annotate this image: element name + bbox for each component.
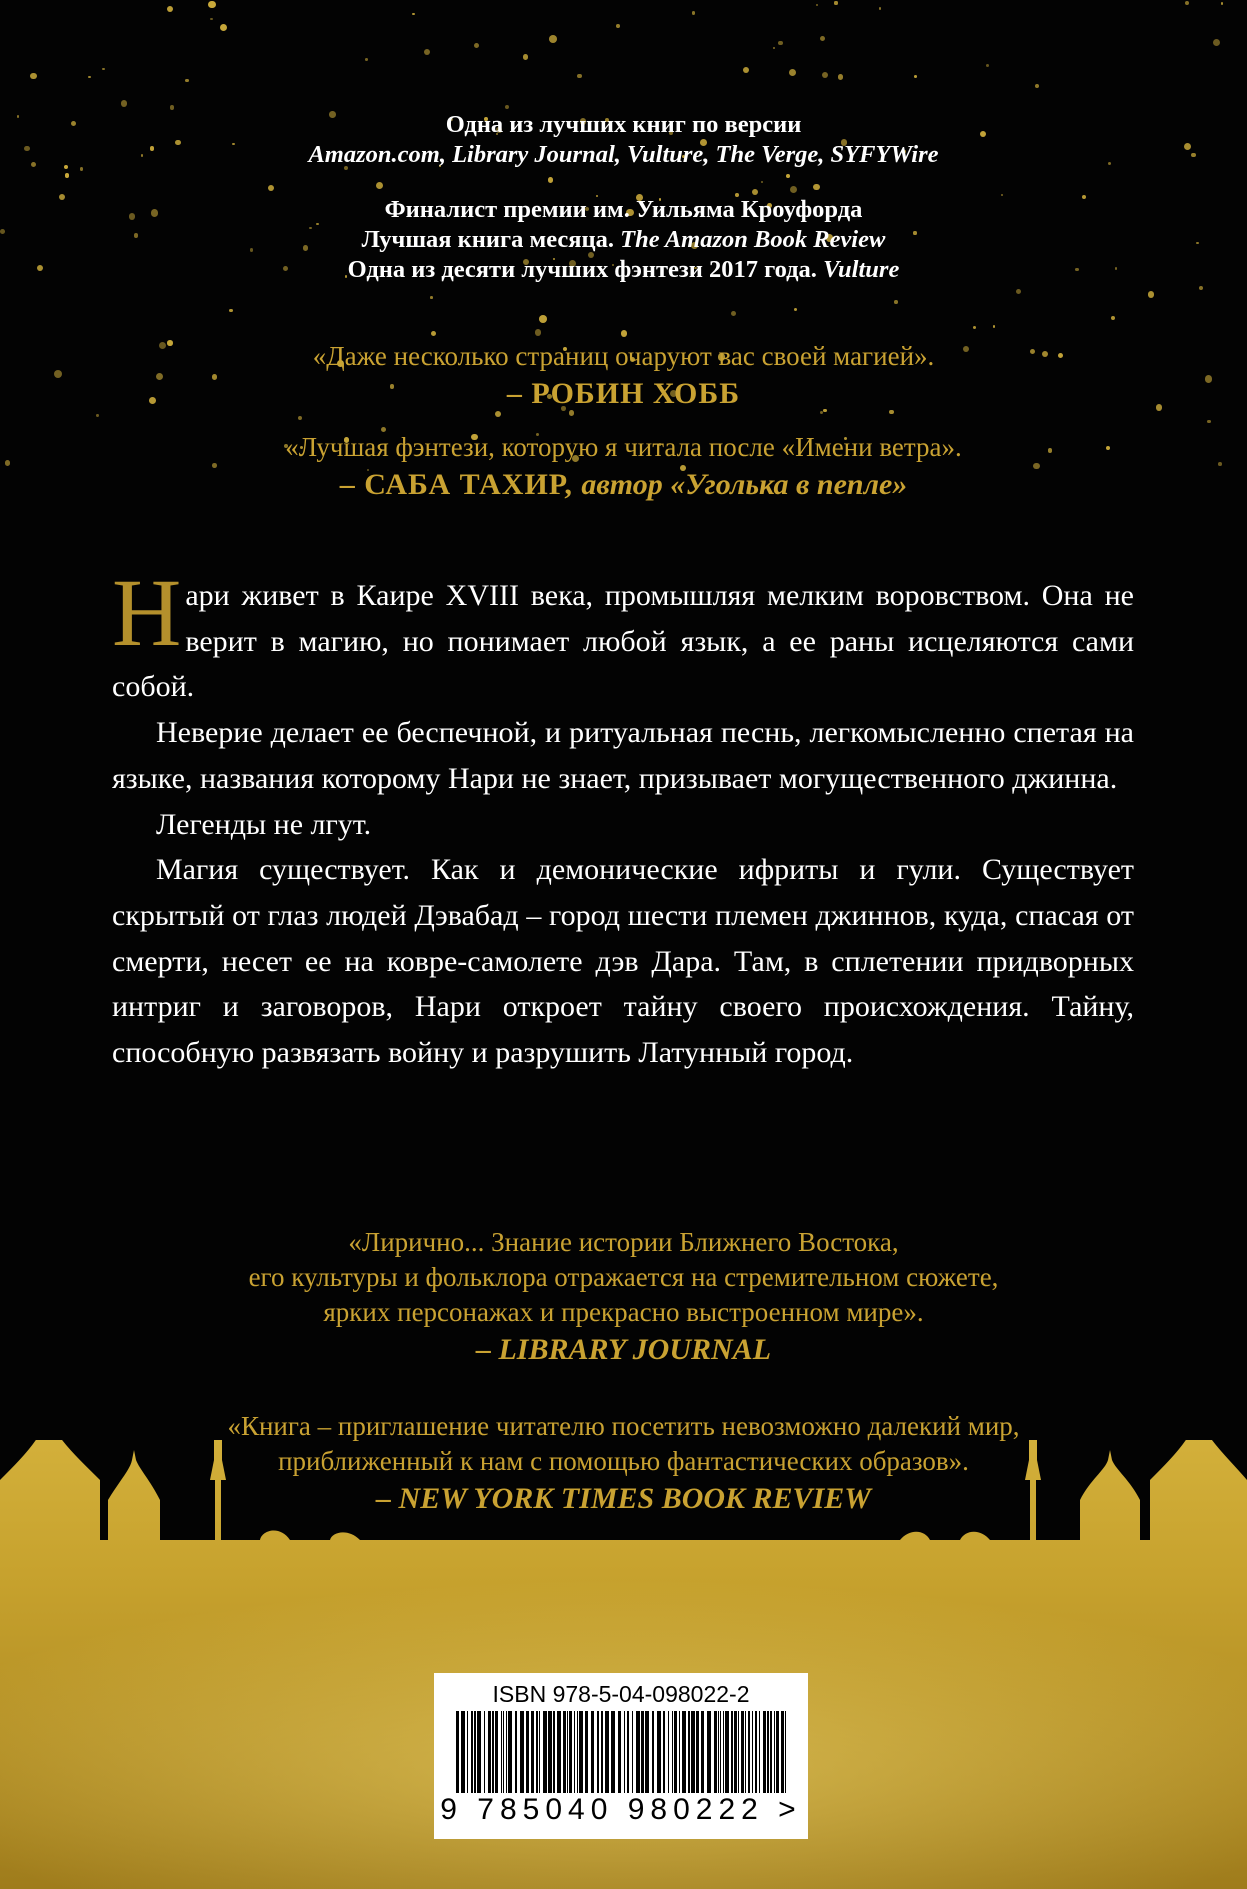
quote-line: ярких персонажах и прекрасно выстроенном мире».	[323, 1297, 924, 1327]
star-dot	[692, 11, 696, 15]
barcode-bar	[601, 1711, 603, 1793]
star-dot	[743, 67, 749, 73]
barcode-bar	[563, 1711, 566, 1793]
barcode-bar	[636, 1711, 640, 1793]
quote-author: – САБА ТАХИР, автор «Уголька в пепле»	[339, 468, 908, 501]
barcode-bar	[591, 1711, 594, 1793]
star-dot	[208, 1, 215, 8]
star-dot	[838, 74, 843, 79]
barcode-digits: 9 785040 980222 >	[440, 1793, 802, 1826]
star-dot	[731, 311, 736, 316]
barcode-bar	[618, 1711, 621, 1793]
barcode-bar	[597, 1711, 599, 1793]
star-dot	[778, 41, 782, 45]
barcode-bar	[688, 1711, 690, 1793]
barcode-bar	[456, 1711, 459, 1793]
barcode-bar	[501, 1711, 502, 1793]
star-dot	[102, 68, 105, 71]
barcode-bar	[605, 1711, 609, 1793]
star-dot	[412, 13, 414, 15]
star-dot	[1207, 420, 1210, 423]
awards-honors	[0, 195, 1247, 285]
quote-line: приближенный к нам с помощью фантастических образов».	[278, 1446, 969, 1476]
star-dot	[1221, 2, 1224, 5]
star-dot	[789, 69, 796, 76]
barcode-bar	[763, 1711, 766, 1793]
barcode-bar	[503, 1711, 504, 1793]
barcode-bar	[641, 1711, 644, 1793]
star-dot	[993, 325, 996, 328]
barcode-bar	[557, 1711, 561, 1793]
barcode-bar	[526, 1711, 529, 1793]
star-dot	[474, 43, 479, 48]
star-dot	[298, 416, 303, 421]
star-dot	[1035, 84, 1039, 88]
quote-author: – LIBRARY JOURNAL	[475, 1333, 772, 1366]
barcode-bar	[668, 1711, 669, 1793]
star-dot	[616, 24, 620, 28]
quote-nyt-book-review	[0, 1409, 1247, 1519]
star-dot	[30, 73, 36, 79]
barcode-bar	[515, 1711, 517, 1793]
star-dot	[210, 18, 212, 20]
barcode-bar	[785, 1711, 786, 1793]
awards-best-books	[0, 110, 1247, 170]
star-dot	[1016, 289, 1021, 294]
star-dot	[813, 184, 820, 191]
star-dot	[431, 331, 436, 336]
barcode-bar	[484, 1711, 485, 1793]
quote-author: – NEW YORK TIMES BOOK REVIEW	[376, 1482, 871, 1515]
star-dot	[220, 24, 228, 32]
barcode-bar	[674, 1711, 677, 1793]
star-dot	[268, 185, 274, 191]
barcode-bar	[495, 1711, 498, 1793]
star-dot	[549, 35, 557, 43]
blurb-paragraph: Легенды не лгут.	[156, 807, 372, 841]
barcode-bar	[471, 1711, 473, 1793]
barcode-bar	[611, 1711, 615, 1793]
star-dot	[535, 329, 542, 336]
barcode-bar	[718, 1711, 719, 1793]
star-dot	[365, 58, 368, 61]
star-dot	[121, 100, 128, 107]
awards-line: Лучшая книга месяца. The Amazon Book Review	[361, 226, 886, 253]
barcode-bar	[553, 1711, 555, 1793]
barcode-bar	[725, 1711, 729, 1793]
star-dot	[773, 47, 776, 50]
quote-text: «Даже несколько страниц очаруют вас своей магией».	[312, 341, 935, 371]
star-dot	[879, 7, 882, 10]
star-dot	[577, 74, 582, 79]
star-dot	[761, 181, 764, 184]
barcode-bar	[657, 1711, 661, 1793]
barcode-bar	[627, 1711, 629, 1793]
barcode-bar	[781, 1711, 784, 1793]
barcode-bar	[536, 1711, 538, 1793]
star-dot	[1148, 291, 1155, 298]
barcode-bar	[738, 1711, 739, 1793]
star-dot	[1185, 1, 1189, 5]
barcode-bar	[624, 1711, 625, 1793]
star-dot	[505, 105, 509, 109]
barcode-bar	[752, 1711, 753, 1793]
barcode-bar	[767, 1711, 769, 1793]
barcode-bar	[696, 1711, 699, 1793]
barcode-bar	[574, 1711, 575, 1793]
blurb-paragraph: Магия существует. Как и демонические ифриты и гули. Существует скрытый от глаз людей Дэвабад – город шести племен джиннов, куда, спасая от смерти, несет ее на ковре-самолете дэв Дара. Там, в сплетении придворных интриг и заговоров, Нари откроет тайну своего происхождения. Тайну, способную развязать войну и разрушить Латунный город.	[112, 853, 1134, 1070]
barcode-bar	[770, 1711, 772, 1793]
barcode-bar	[461, 1711, 465, 1793]
star-dot	[523, 54, 528, 59]
barcode-bar	[759, 1711, 760, 1793]
star-dot	[914, 75, 917, 78]
star-dot	[894, 300, 898, 304]
barcode-bar	[748, 1711, 750, 1793]
barcode-bar	[701, 1711, 704, 1793]
star-dot	[973, 326, 976, 329]
awards-line: Одна из лучших книг по версии	[445, 111, 802, 138]
awards-line: Одна из десяти лучших фэнтези 2017 года. Vulture	[347, 256, 900, 283]
star-dot	[1111, 316, 1115, 320]
barcode-bar	[672, 1711, 673, 1793]
barcode-bar	[539, 1711, 540, 1793]
barcode-bar	[741, 1711, 744, 1793]
barcode-bar	[755, 1711, 757, 1793]
quote-library-journal	[0, 1225, 1247, 1370]
book-blurb	[112, 559, 1134, 1076]
quote-line: «Книга – приглашение читателю посетить невозможно далекий мир,	[227, 1411, 1020, 1441]
barcode-bar	[567, 1711, 568, 1793]
quote-line: его культуры и фольклора отражается на стремительном сюжете,	[248, 1262, 999, 1292]
star-dot	[548, 177, 553, 182]
drop-cap: Н	[112, 559, 182, 666]
star-dot	[539, 315, 547, 323]
star-dot	[621, 330, 628, 337]
star-dot	[167, 6, 173, 12]
awards-sources: Amazon.com, Library Journal, Vulture, The Verge, SYFYWire	[308, 141, 939, 168]
star-dot	[820, 36, 825, 41]
quote-line: «Лирично... Знание истории Ближнего Востока,	[348, 1227, 899, 1257]
star-dot	[1213, 39, 1220, 46]
star-dot	[790, 186, 797, 193]
barcode-bar	[663, 1711, 665, 1793]
barcode-bar	[492, 1711, 494, 1793]
star-dot	[88, 76, 91, 79]
barcode-bar	[577, 1711, 578, 1793]
star-dot	[794, 308, 797, 311]
barcode-bar	[691, 1711, 695, 1793]
barcode-bar	[776, 1711, 779, 1793]
barcode-bar	[488, 1711, 491, 1793]
star-dot	[986, 64, 989, 67]
barcode-bars	[452, 1711, 792, 1801]
quote-author: – РОБИН ХОББ	[506, 377, 741, 410]
barcode-bar	[731, 1711, 733, 1793]
star-dot	[786, 174, 790, 178]
awards-line: Финалист премии им. Уильяма Кроуфорда	[384, 196, 863, 223]
barcode-bar	[632, 1711, 633, 1793]
isbn-number: ISBN 978-5-04-098022-2	[492, 1681, 750, 1707]
star-dot	[96, 414, 98, 416]
barcode-bar	[714, 1711, 717, 1793]
barcode-bar	[543, 1711, 547, 1793]
star-dot	[822, 72, 828, 78]
star-dot	[834, 1, 837, 4]
blurb-paragraph: Неверие делает ее беспечной, и ритуальная песнь, легкомысленно спетая на языке, названия которому Нари не знает, призывает могущественного джинна.	[112, 716, 1134, 795]
star-dot	[430, 296, 433, 299]
star-dot	[816, 4, 818, 6]
barcode-bar	[520, 1711, 524, 1793]
barcode-bar	[720, 1711, 721, 1793]
barcode-bar	[569, 1711, 572, 1793]
star-dot	[229, 309, 232, 312]
barcode-bar	[506, 1711, 507, 1793]
barcode-bar	[679, 1711, 680, 1793]
barcode-bar	[531, 1711, 534, 1793]
quote-saba-tahir	[0, 430, 1247, 505]
barcode-bar	[579, 1711, 583, 1793]
star-dot	[376, 182, 383, 189]
barcode-bar	[645, 1711, 649, 1793]
barcode-bar	[477, 1711, 481, 1793]
barcode-bar	[508, 1711, 512, 1793]
barcode-bar	[682, 1711, 686, 1793]
barcode-bar	[707, 1711, 711, 1793]
barcode-bar	[745, 1711, 746, 1793]
quote-robin-hobb	[0, 339, 1247, 414]
isbn-barcode	[434, 1673, 808, 1839]
star-dot	[1199, 286, 1203, 290]
barcode-bar	[548, 1711, 552, 1793]
blurb-paragraph: Нари живет в Каире XVIII века, промышляя мелким воровством. Она не верит в магию, но понимает любой язык, а ее раны исцеляются сами собой.	[112, 559, 1134, 704]
quote-text: «Лучшая фэнтези, которую я читала после «Имени ветра».	[285, 432, 962, 462]
barcode-bar	[652, 1711, 654, 1793]
barcode-bar	[585, 1711, 588, 1793]
barcode-bar	[723, 1711, 724, 1793]
barcode-bar	[474, 1711, 476, 1793]
barcode-bar	[467, 1711, 468, 1793]
barcode-bar	[734, 1711, 737, 1793]
star-dot	[65, 173, 70, 178]
star-dot	[185, 79, 189, 83]
barcode-bar	[774, 1711, 775, 1793]
star-dot	[424, 49, 430, 55]
